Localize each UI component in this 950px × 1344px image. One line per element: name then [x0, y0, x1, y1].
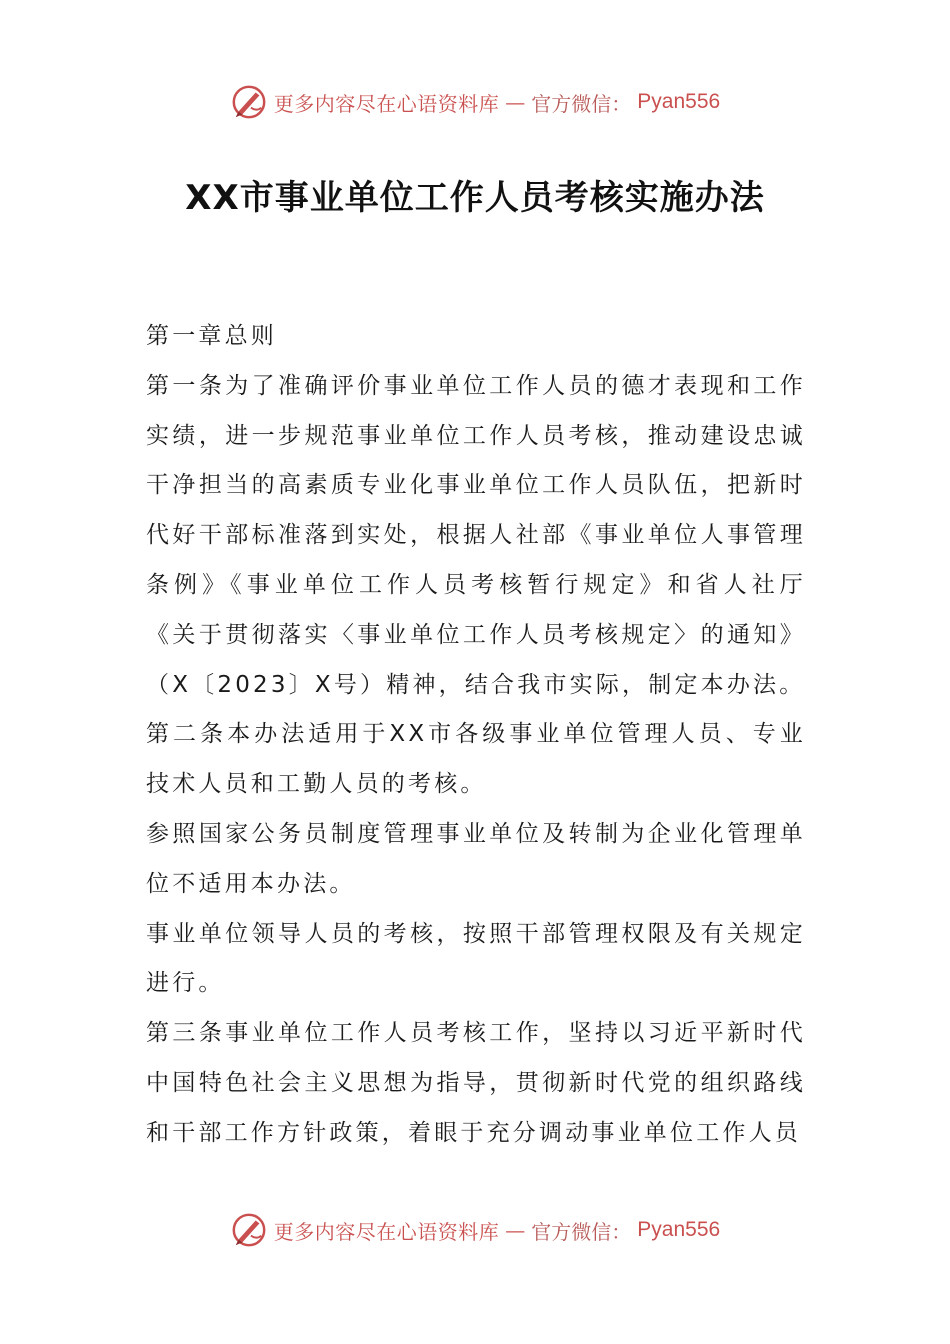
- banner-site-text: 更多内容尽在心语资料库: [273, 91, 500, 116]
- article-paragraph: 参照国家公务员制度管理事业单位及转制为企业化管理单位不适用本办法。: [146, 820, 806, 897]
- chapter-heading: 第一章总则: [146, 323, 277, 349]
- article-paragraph: 第一条为了准确评价事业单位工作人员的德才表现和工作实绩，进一步规范事业单位工作人员考核，推动建设忠诚干净担当的高素质专业化事业单位工作人员队伍，把新时代好干部标准落到实处，根据人社部《事业单位人事管理条例》《事业单位工作人员考核暂行规定》和省人社厅《关于贯彻落实〈事业单位工作人员考核规定〉的通知》（X〔2023〕X号）精神，结合我市实际，制定本办法。: [146, 372, 806, 698]
- article-paragraph: 第三条事业单位工作人员考核工作，坚持以习近平新时代中国特色社会主义思想为指导，贯彻新时代党的组织路线和干部工作方针政策，着眼于充分调动事业单位工作人员: [146, 1020, 806, 1146]
- banner-dash: —: [505, 90, 526, 114]
- banner-wechat-id: Pyan556: [637, 90, 721, 113]
- footer-watermark-banner: [0, 1210, 950, 1250]
- header-watermark-banner: [0, 82, 950, 122]
- article-paragraph: 事业单位领导人员的考核，按照干部管理权限及有关规定进行。: [146, 920, 806, 997]
- banner-dash: —: [505, 1218, 526, 1242]
- article-paragraph: 第二条本办法适用于XX市各级事业单位管理人员、专业技术人员和工勤人员的考核。: [146, 721, 806, 798]
- pen-logo-icon: [230, 83, 268, 121]
- banner-wechat-label: 官方微信：: [531, 1219, 632, 1244]
- pen-logo-icon: [230, 1211, 268, 1249]
- document-body: [146, 312, 806, 1159]
- banner-wechat-label: 官方微信：: [531, 91, 632, 116]
- document-title: XX市事业单位工作人员考核实施办法: [185, 178, 765, 218]
- banner-site-text: 更多内容尽在心语资料库: [273, 1219, 500, 1244]
- banner-wechat-id: Pyan556: [637, 1218, 721, 1241]
